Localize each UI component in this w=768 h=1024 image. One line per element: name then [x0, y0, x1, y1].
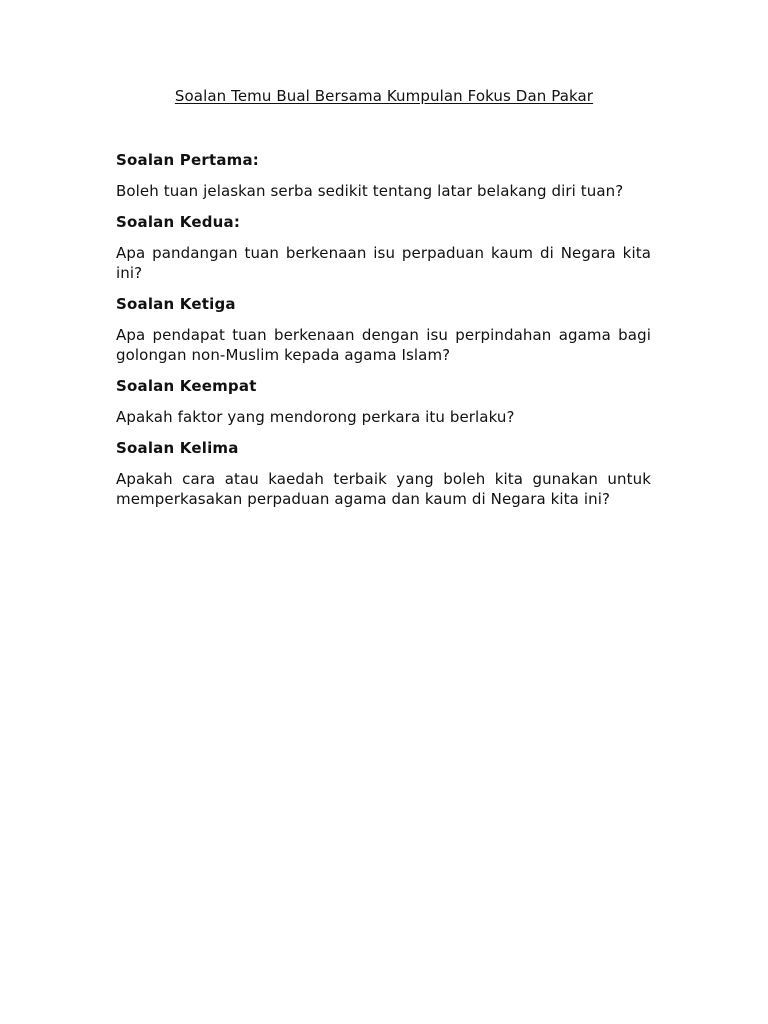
question-text: Apa pandangan tuan berkenaan isu perpaduan kaum di Negara kita ini? — [116, 244, 651, 282]
question-text: Boleh tuan jelaskan serba sedikit tentang latar belakang diri tuan? — [116, 182, 624, 200]
question-item-1 — [116, 150, 651, 201]
question-heading: Soalan Keempat — [116, 377, 257, 395]
question-item-2 — [116, 212, 651, 283]
question-text: Apa pendapat tuan berkenaan dengan isu perpindahan agama bagi golongan non-Muslim kepada agama Islam? — [116, 326, 651, 364]
question-heading: Soalan Pertama: — [116, 151, 260, 169]
question-item-5 — [116, 438, 651, 509]
question-item-4 — [116, 376, 651, 427]
question-heading: Soalan Kelima — [116, 439, 239, 457]
document-title: Soalan Temu Bual Bersama Kumpulan Fokus Dan Pakar — [174, 87, 594, 105]
question-heading: Soalan Ketiga — [116, 295, 236, 313]
question-text: Apakah faktor yang mendorong perkara itu berlaku? — [116, 408, 515, 426]
question-heading: Soalan Kedua: — [116, 213, 241, 231]
question-item-3 — [116, 294, 651, 365]
question-text: Apakah cara atau kaedah terbaik yang boleh kita gunakan untuk memperkasakan perpaduan agama dan kaum di Negara kita ini? — [116, 470, 651, 508]
question-list — [116, 150, 651, 520]
